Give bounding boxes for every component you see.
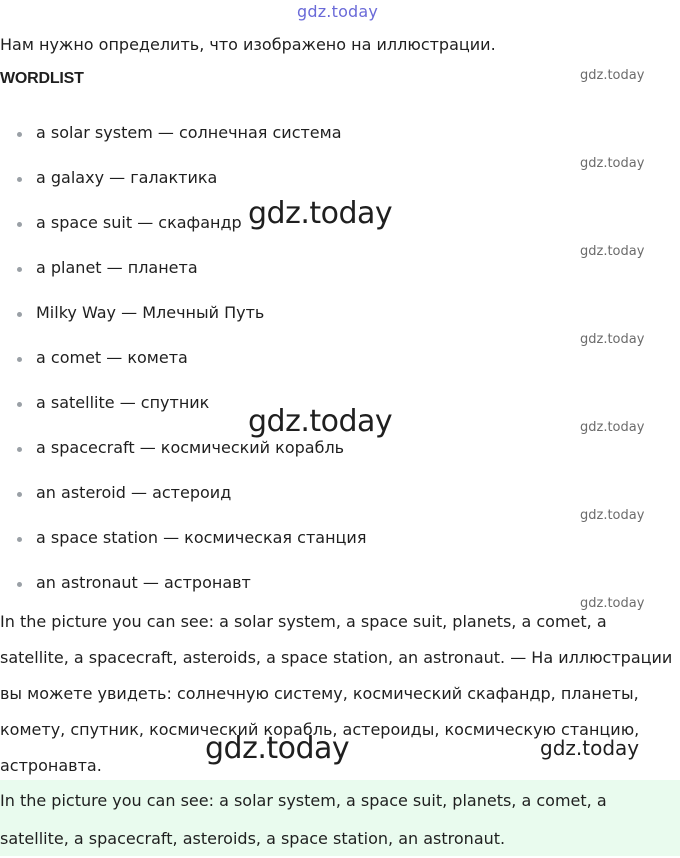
- watermark-small: gdz.today: [580, 596, 645, 611]
- watermark-medium: gdz.today: [540, 736, 640, 760]
- watermark-small: gdz.today: [580, 68, 645, 83]
- list-item-text: an astronaut — астронавт: [36, 573, 251, 592]
- list-item-text: a solar system — солнечная система: [36, 123, 342, 142]
- watermark-large: gdz.today: [248, 404, 393, 439]
- wordlist-heading: WORDLIST: [0, 70, 84, 87]
- watermark-large: gdz.today: [205, 731, 350, 766]
- watermark-small: gdz.today: [580, 156, 645, 171]
- bullet-icon: [17, 537, 22, 542]
- list-item-text: a space station — космическая станция: [36, 528, 367, 547]
- answer-paragraph: In the picture you can see: a solar system, a space suit, planets, a comet, a satellite, a spacecraft, asteroids, a space station, an astronaut. — На иллюстрации вы можете увидеть: солнечную систему, космический скафандр, планеты, комету, спутник, космический корабль, астероиды, космическую станцию, астронавта.: [0, 612, 673, 775]
- list-item-text: a space suit — скафандр: [36, 213, 242, 232]
- list-item-text: Milky Way — Млечный Путь: [36, 303, 265, 322]
- bullet-icon: [17, 177, 22, 182]
- watermark-top: gdz.today: [297, 2, 379, 21]
- list-item-text: an asteroid — астероид: [36, 483, 232, 502]
- list-item-text: a spacecraft — космический корабль: [36, 438, 345, 457]
- watermark-small: gdz.today: [580, 420, 645, 435]
- bullet-icon: [17, 492, 22, 497]
- bullet-icon: [17, 582, 22, 587]
- watermark-large: gdz.today: [248, 196, 393, 231]
- bullet-icon: [17, 402, 22, 407]
- bullet-icon: [17, 222, 22, 227]
- watermark-small: gdz.today: [580, 332, 645, 347]
- bullet-icon: [17, 447, 22, 452]
- list-item-text: a galaxy — галактика: [36, 168, 218, 187]
- bullet-icon: [17, 312, 22, 317]
- highlighted-answer-text: In the picture you can see: a solar system, a space suit, planets, a comet, a satellite, a spacecraft, asteroids, a space station, an astronaut.: [0, 791, 607, 848]
- bullet-icon: [17, 357, 22, 362]
- bullet-icon: [17, 132, 22, 137]
- list-item-text: a satellite — спутник: [36, 393, 210, 412]
- bullet-icon: [17, 267, 22, 272]
- watermark-small: gdz.today: [580, 508, 645, 523]
- watermark-small: gdz.today: [580, 244, 645, 259]
- list-item-text: a planet — планета: [36, 258, 198, 277]
- highlighted-answer: [0, 780, 680, 856]
- list-item-text: a comet — комета: [36, 348, 188, 367]
- intro-text: Нам нужно определить, что изображено на иллюстрации.: [0, 35, 496, 54]
